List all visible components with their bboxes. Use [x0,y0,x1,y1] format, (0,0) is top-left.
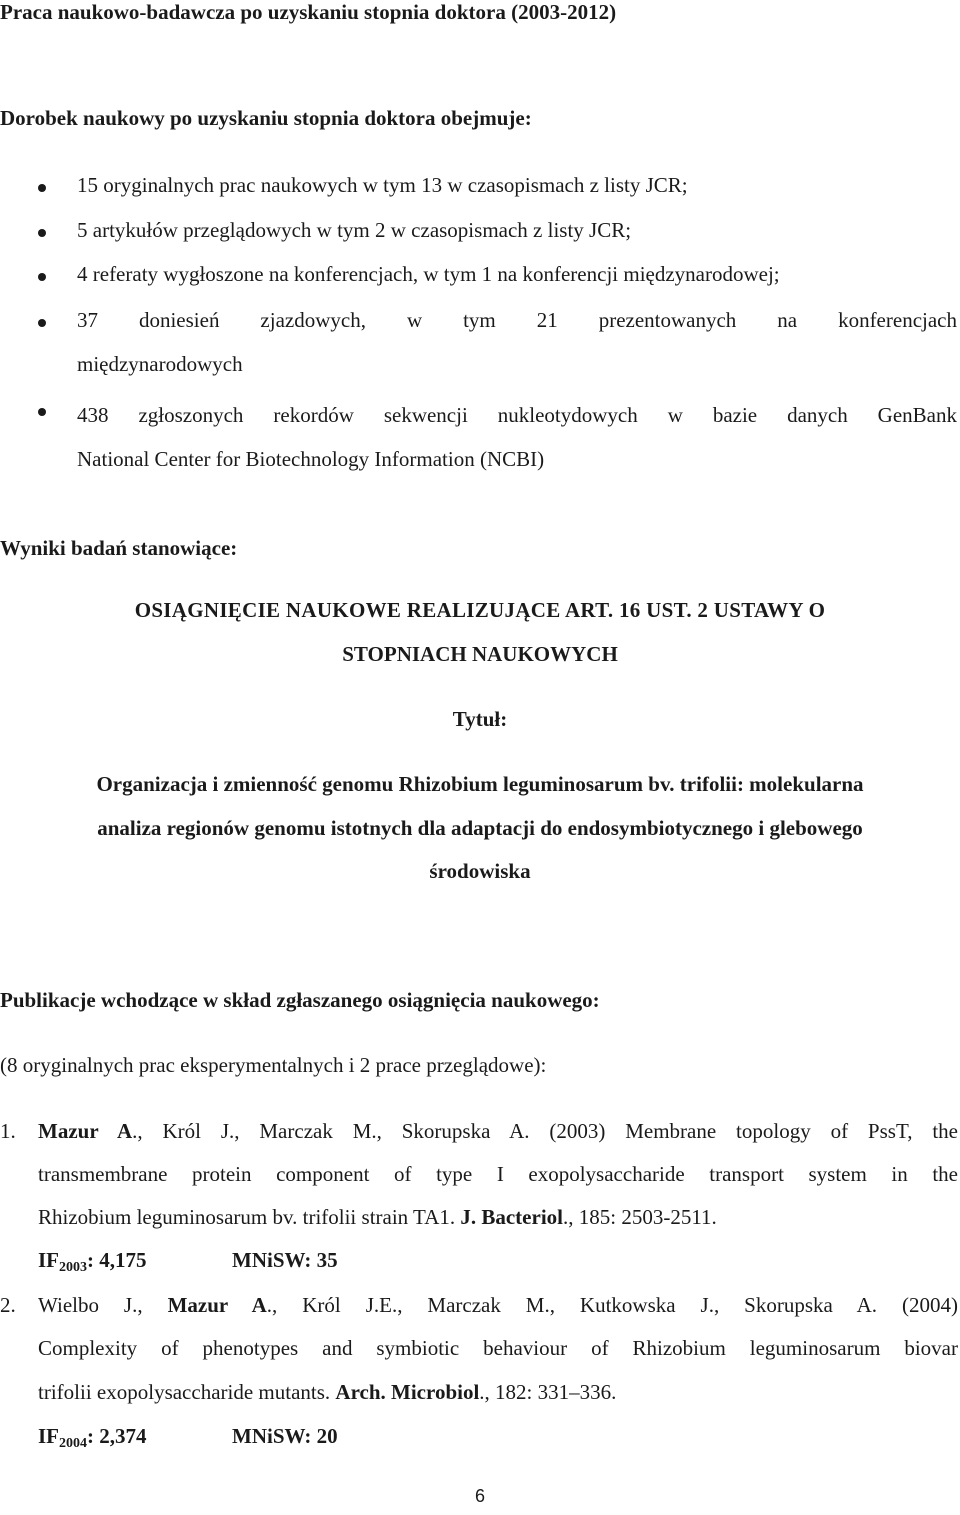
list-item-continuation: międzynarodowych [77,352,243,376]
publication-author-highlight: Mazur A [38,1119,133,1143]
publication-line [38,1380,616,1405]
achievement-title-line-3: środowiska [429,859,531,883]
title-label: Tytuł: [452,707,508,731]
impact-factor [38,1424,147,1449]
bullet-icon [38,319,46,327]
page-number: 6 [474,1486,485,1506]
publication-authors-rest: ., Król J., Marczak M., Skorupska A. (2003) Membrane topology of PssT, the [132,1119,958,1143]
publications-heading: Publikacje wchodzące w skład zgłaszanego osiągnięcia naukowego: [0,988,600,1012]
journal-name: J. Bacteriol [460,1205,563,1229]
publication-text: trifolii exopolysaccharide mutants. [38,1380,336,1404]
if-value: : 2,374 [87,1424,147,1448]
bullet-icon [38,229,46,237]
mnisw-score: MNiSW: 20 [232,1424,338,1448]
if-label: IF [38,1248,59,1272]
publication-author-highlight: Mazur A [167,1293,267,1317]
achievement-line-2: STOPNIACH NAUKOWYCH [342,642,618,666]
publication-line: transmembrane protein component of type I exopolysaccharide transport system in the [38,1162,958,1186]
achievement-title-line-1: Organizacja i zmienność genomu Rhizobium leguminosarum bv. trifolii: molekularna [96,772,864,796]
list-item: 37 doniesień zjazdowych, w tym 21 prezentowanych na konferencjach [77,308,957,332]
section-title: Praca naukowo-badawcza po uzyskaniu stopnia doktora (2003-2012) [0,0,617,24]
publication-number: 2. [0,1293,16,1317]
publication-text: Rhizobium leguminosarum bv. trifolii strain TA1. [38,1205,461,1229]
publication-number: 1. [0,1119,16,1143]
bullet-icon [38,273,46,281]
if-year: 2004 [59,1436,87,1451]
publications-note: (8 oryginalnych prac eksperymentalnych i 2 prace przeglądowe): [0,1053,547,1077]
bullet-icon [38,408,46,416]
publication-line [38,1205,717,1230]
results-heading: Wyniki badań stanowiące: [0,536,238,560]
list-item: 438 zgłoszonych rekordów sekwencji nukleotydowych w bazie danych GenBank [77,403,957,427]
list-item: 5 artykułów przeglądowych w tym 2 w czasopismach z listy JCR; [77,218,632,242]
publication-line: Complexity of phenotypes and symbiotic behaviour of Rhizobium leguminosarum biovar [38,1336,958,1360]
publication-pages: ., 185: 2503-2511. [563,1205,717,1229]
if-year: 2003 [59,1260,87,1275]
impact-factor [38,1248,147,1273]
list-item-continuation: National Center for Biotechnology Information (NCBI) [77,447,545,471]
mnisw-score: MNiSW: 35 [232,1248,338,1272]
bullet-icon [38,184,46,192]
achievement-line-1: OSIĄGNIĘCIE NAUKOWE REALIZUJĄCE ART. 16 UST. 2 USTAWY O [134,598,826,622]
list-item: 15 oryginalnych prac naukowych w tym 13 w czasopismach z listy JCR; [77,173,688,197]
achievement-title-line-2: analiza regionów genomu istotnych dla adaptacji do endosymbiotycznego i glebowego [97,816,863,840]
publication-line [38,1293,958,1318]
publication-pages: ., 182: 331–336. [479,1380,617,1404]
if-value: : 4,175 [87,1248,147,1272]
dorobek-heading: Dorobek naukowy po uzyskaniu stopnia doktora obejmuje: [0,106,532,130]
if-label: IF [38,1424,59,1448]
publication-authors-pre: Wielbo J., [38,1293,168,1317]
list-item: 4 referaty wygłoszone na konferencjach, w tym 1 na konferencji międzynarodowej; [77,262,780,286]
publication-line [38,1119,958,1144]
publication-authors-rest: ., Król J.E., Marczak M., Kutkowska J., Skorupska A. (2004) [266,1293,958,1317]
journal-name: Arch. Microbiol [335,1380,480,1404]
